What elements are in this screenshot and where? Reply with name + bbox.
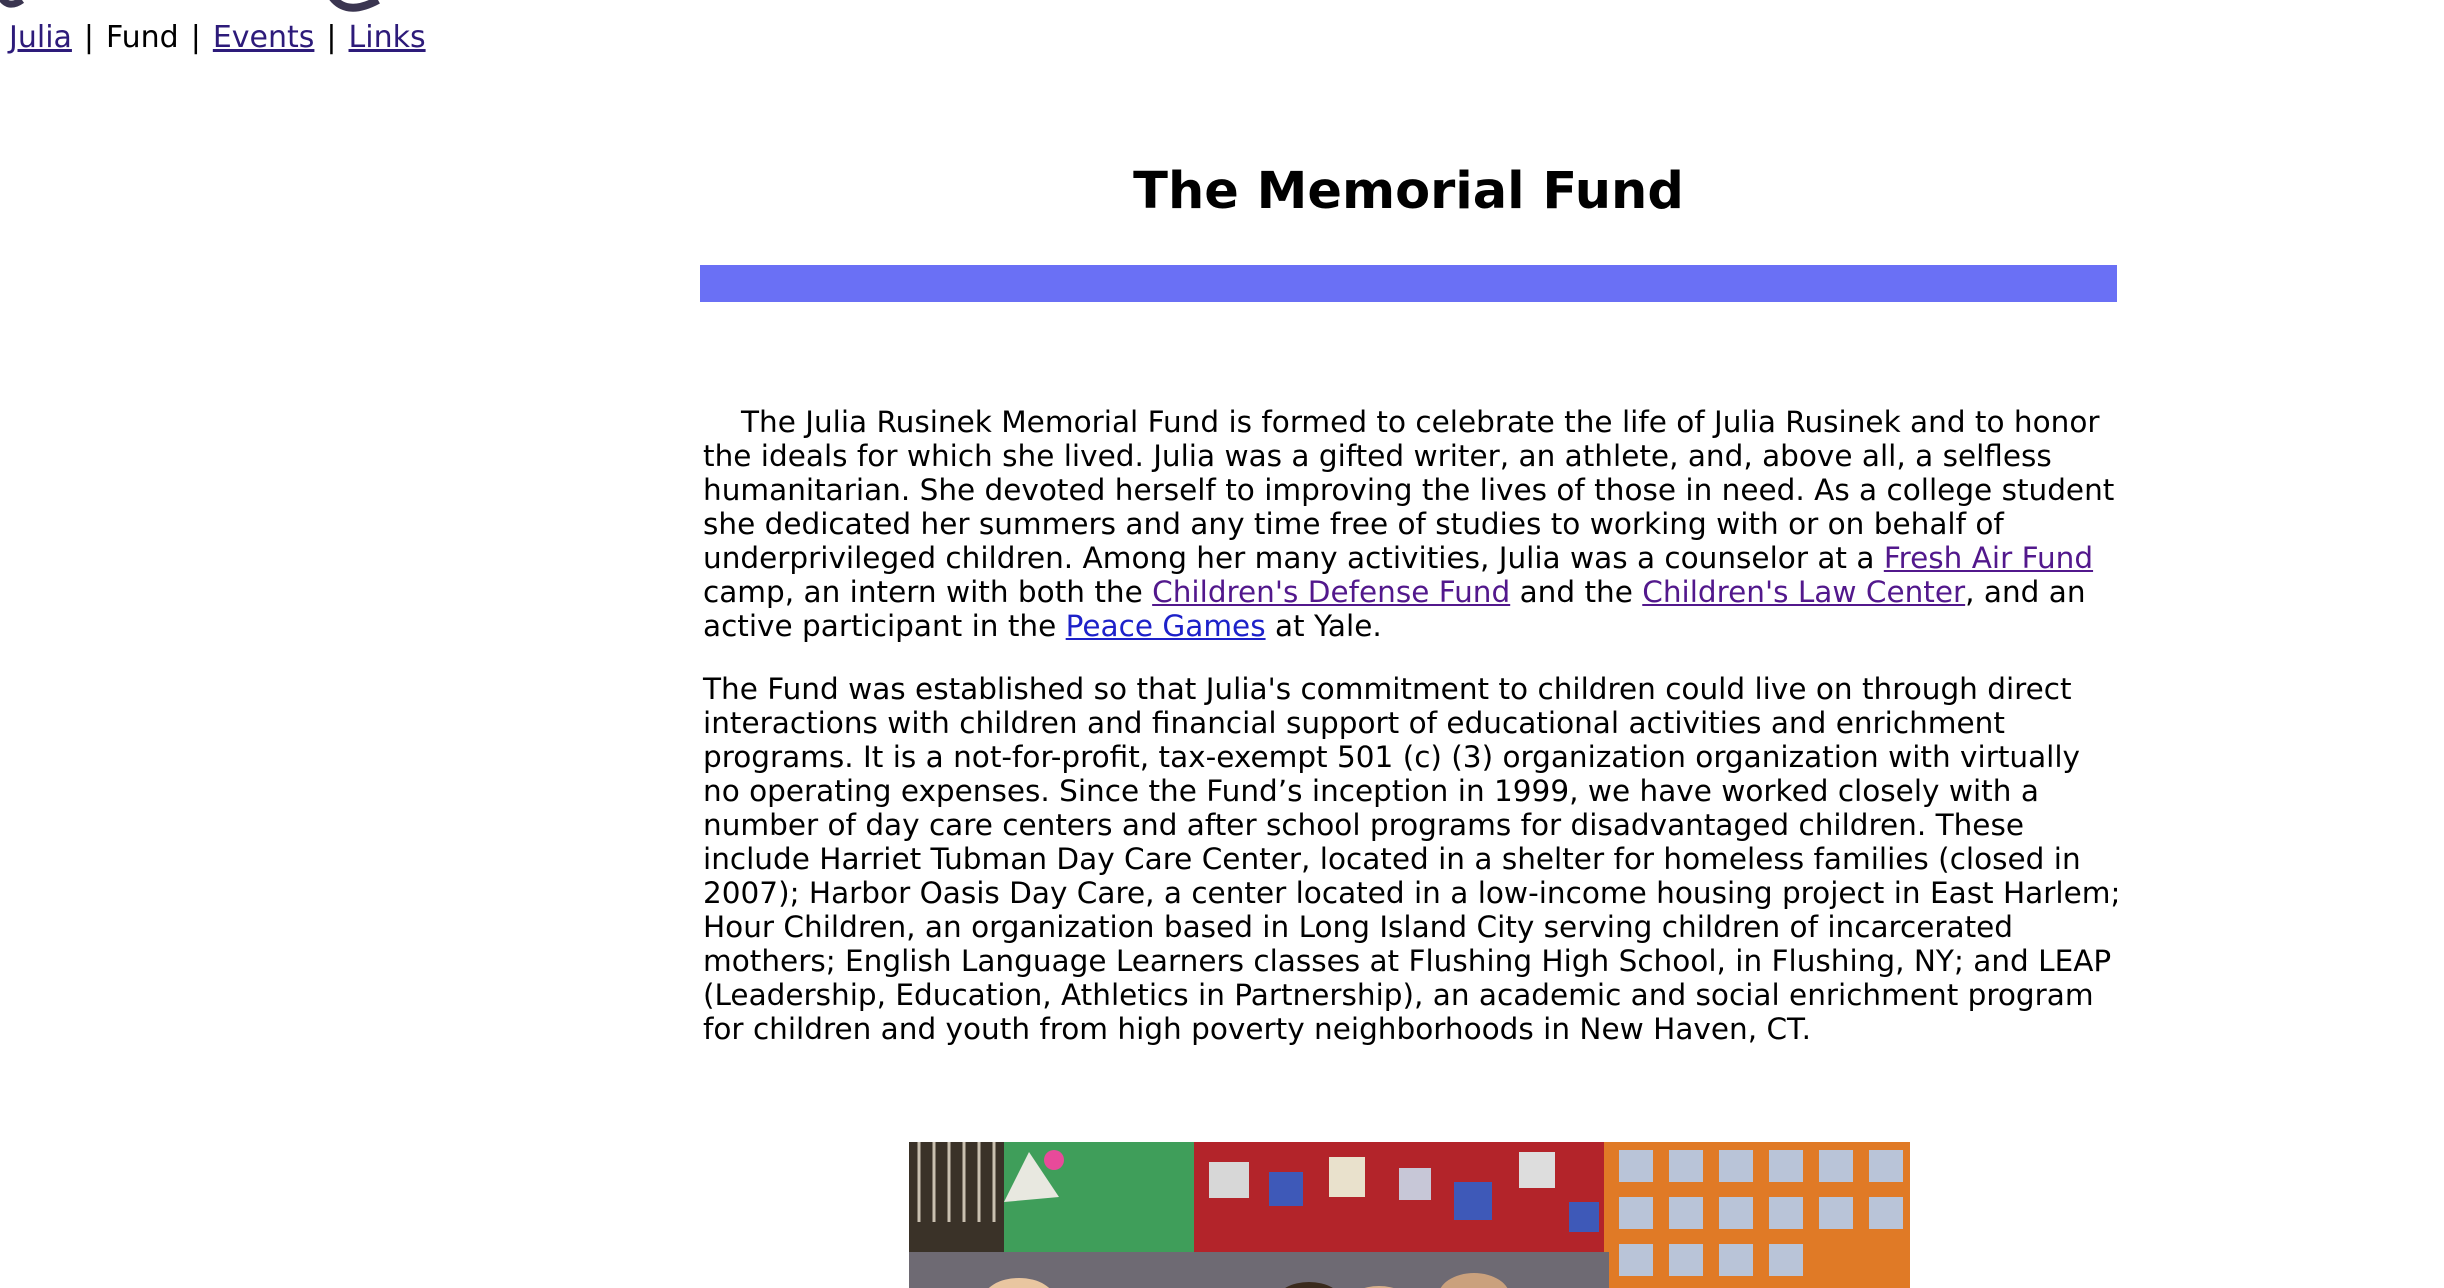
paragraph-text: camp, an intern with both the xyxy=(703,575,1153,609)
fresh-air-fund-link[interactable]: Fresh Air Fund xyxy=(1883,541,2094,575)
nav-link-events[interactable]: Events xyxy=(212,20,315,55)
nav-separator: | xyxy=(326,20,337,55)
nav-link-julia[interactable]: Julia xyxy=(9,20,72,55)
childrens-defense-fund-link[interactable]: Children's Defense Fund xyxy=(1152,575,1511,609)
intro-paragraph xyxy=(703,405,2123,643)
peace-games-link[interactable]: Peace Games xyxy=(1065,609,1266,643)
nav-separator: | xyxy=(190,20,201,55)
paragraph-text: at Yale. xyxy=(1265,609,1382,643)
main-content xyxy=(703,405,2123,1075)
fund-description-paragraph: The Fund was established so that Julia's commitment to children could live on through direct interactions with children and financial support of educational activities and enrichment programs. It is a not-for-profit, tax-exempt 501 (c) (3) organization organization with virtually no operating expenses. Since the Fund’s inception in 1999, we have worked closely with a number of day care centers and after school programs for disadvantaged children. These include Harriet Tubman Day Care Center, located in a shelter for homeless families (closed in 2007); Harbor Oasis Day Care, a center located in a low-income housing project in East Harlem; Hour Children, an organization based in Long Island City serving children of incarcerated mothers; English Language Learners classes at Flushing High School, in Flushing, NY; and LEAP (Leadership, Education, Athletics in Partnership), an academic and social enrichment program for children and youth from high poverty neighborhoods in New Haven, CT. xyxy=(703,672,2121,1046)
page-title: The Memorial Fund xyxy=(1133,162,1684,221)
top-nav xyxy=(9,18,426,58)
paragraph-text: , and an active participant in the xyxy=(703,575,2086,643)
paragraph-text: The Julia Rusinek Memorial Fund is formed to celebrate the life of Julia Rusinek and to honor the ideals for which she lived. Julia was a gifted writer, an athlete, and, above all, a selfless humanitarian. She devoted herself to improving the lives of those in need. As a college student she dedicated her summers and any time free of studies to working with or on behalf of underprivileged children. Among her many activities, Julia was a counselor at a xyxy=(703,405,2115,575)
childrens-law-center-link[interactable]: Children's Law Center xyxy=(1642,575,1966,609)
nav-link-links[interactable]: Links xyxy=(348,20,426,55)
classroom-photo xyxy=(909,1142,1910,1288)
nav-item-fund: Fund xyxy=(106,20,179,55)
paragraph-text: and the xyxy=(1510,575,1643,609)
site-logo xyxy=(0,0,420,16)
title-divider-bar xyxy=(700,265,2117,302)
nav-separator: | xyxy=(83,20,95,55)
